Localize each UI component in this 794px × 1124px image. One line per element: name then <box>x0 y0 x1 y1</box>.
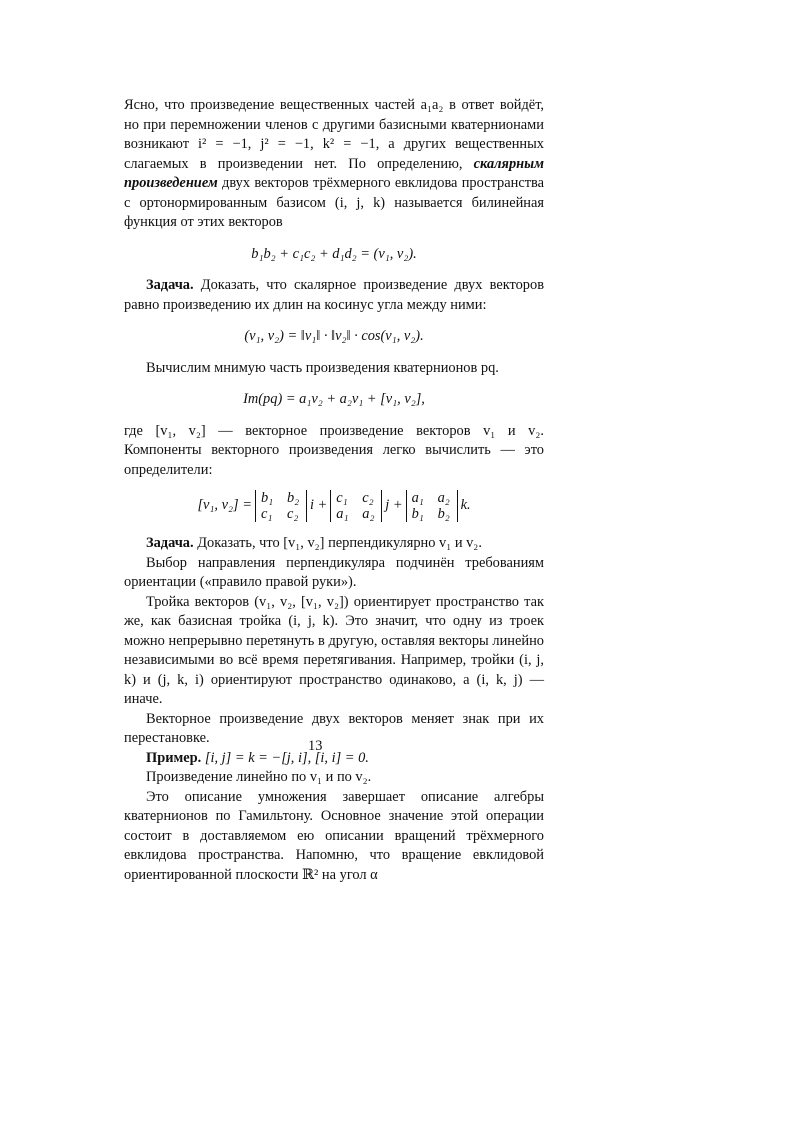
page-body <box>124 96 544 885</box>
paragraph-triple: Тройка векторов (v₁, v₂, [v₁, v₂]) ориентирует пространство так же, как базисная тройка (i, j, k). Это значит, что одну из троек можно непрерывно перетянуть в другую, оставляя векторы линейно независимыми во всё время перетягивания. Например, тройки (i, j, k) и (j, k, i) ориентируют пространство одинаково, а (i, k, j) — иначе. <box>124 593 544 707</box>
text: двух векторов трёхмерного евклидова пространства с ортонормированным базисом (i, j, k) называется билинейная функция от этих векторов <box>124 175 544 230</box>
determinant-2: c₁ c₂ a₁ a₂ <box>330 490 382 522</box>
paragraph-orientation: Выбор направления перпендикуляра подчинён требованиям ориентации («правило правой руки»). <box>124 554 544 590</box>
paragraph-linear: Произведение линейно по v₁ и по v₂. <box>146 769 372 785</box>
det-suffix: k. <box>460 497 471 514</box>
task-label: Задача. <box>146 277 194 293</box>
det-lhs: [v₁, v₂] = <box>197 497 252 514</box>
determinant-3: a₁ a₂ b₁ b₂ <box>406 490 458 522</box>
example <box>124 749 544 769</box>
det-suffix: i + <box>309 497 328 514</box>
text: [i, j] = k = −[j, i], [i, i] = 0. <box>204 749 369 766</box>
task-2 <box>124 534 544 554</box>
text: Доказать, что [v₁, v₂] перпендикулярно v₁ и v₂. <box>197 535 482 551</box>
paragraph-sign: Векторное произведение двух векторов меняет знак при их перестановке. <box>124 710 544 746</box>
determinant-equation <box>124 490 544 522</box>
paragraph-imaginary: Вычислим мнимую часть произведения кватернионов pq. <box>146 359 499 376</box>
term-emphasis: скалярным произведением <box>124 155 544 191</box>
equation-cos: (v₁, v₂) = ‖v₁‖ · ‖v₂‖ · cos(v₁, v₂). <box>244 328 424 344</box>
page-number: 13 <box>308 738 323 754</box>
paragraph-cross-product: где [v₁, v₂] — векторное произведение векторов v₁ и v₂. Компоненты векторного произведения легко вычислить — это определители: <box>124 422 544 478</box>
determinant-1: b₁ b₂ c₁ c₂ <box>255 490 307 522</box>
text: Доказать, что скалярное произведение двух векторов равно произведению их длин на косинус угла между ними: <box>124 277 544 313</box>
task-1 <box>124 276 544 315</box>
task-label: Задача. <box>146 535 194 551</box>
paragraph-scalar-product <box>124 96 544 233</box>
equation-im: Im(pq) = a₁v₂ + a₂v₁ + [v₁, v₂], <box>243 391 425 407</box>
example-label: Пример. <box>146 749 202 766</box>
equation-scalar: b₁b₂ + c₁c₂ + d₁d₂ = (v₁, v₂). <box>251 245 417 262</box>
det-suffix: j + <box>385 497 403 514</box>
text: Ясно, что произведение вещественных частей a₁a₂ в ответ войдёт, но при перемножении членов с другими базисными кватернионами возникают i² = −1, j² = −1, k² = −1, а других вещественных слагаемых в произведении нет. По определению, <box>124 97 544 172</box>
paragraph-hamilton: Это описание умножения завершает описание алгебры кватернионов по Гамильтону. Основное значение этой операции состоит в доставляемом ею описании вращений трёхмерного евклидова пространства. Напомню, что вращение евклидовой ориентированной плоскости ℝ² на угол α <box>124 788 544 883</box>
